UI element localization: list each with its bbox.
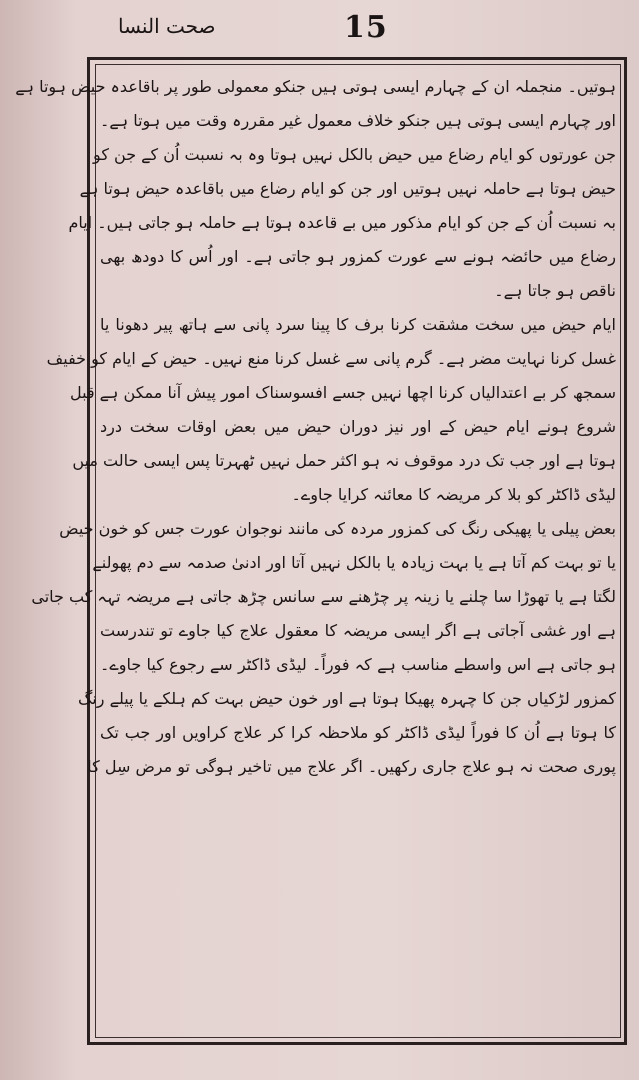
text-line: غسل کرنا نہایت مضر ہے۔ گرم پانی سے غسل کرنا منع نہیں۔ حیض کے ایام کو خفیف: [46, 349, 616, 368]
text-line: ایام حیض میں سخت مشقت کرنا برف کا پینا سرد پانی سے ہاتھ پیر دھونا یا: [100, 315, 616, 334]
text-line: ناقص ہو جاتا ہے۔: [494, 281, 616, 300]
text-line: حیض ہوتا ہے حاملہ نہیں ہوتیں اور جن کو ایام رضاع میں باقاعدہ حیض ہوتا ہے: [79, 179, 616, 198]
text-line: بعض پیلی یا پھیکی رنگ کی کمزور مردہ کی مانند نوجوان عورت جس کو خون حیض: [59, 519, 616, 538]
text-line: رضاع میں حائضہ ہونے سے عورت کمزور ہو جاتی ہے۔ اور اُس کا دودھ بھی: [100, 247, 616, 266]
text-line: بہ نسبت اُن کے جن کو ایام مذکور میں بے قاعدہ ہوتا ہے حاملہ ہو جاتی ہیں۔ ایام: [68, 213, 616, 232]
text-line: پوری صحت نہ ہو علاج جاری رکھیں۔ اگر علاج میں تاخیر ہوگی تو مرض سِل کا: [87, 757, 616, 776]
text-line: یا تو بہت کم آتا ہے یا بہت زیادہ یا بالکل نہیں آتا اور ادنیٰ صدمہ سے دم پھولنے: [92, 553, 616, 572]
page-header: [0, 8, 639, 48]
text-line: ہو جاتی ہے اس واسطے مناسب ہے کہ فوراً۔ لیڈی ڈاکٹر سے رجوع کیا جاوے۔: [100, 655, 616, 674]
text-line: جن عورتوں کو ایام رضاع میں حیض بالکل نہیں ہوتا وہ بہ نسبت اُن کے جن کو: [93, 145, 616, 164]
body-text: [15, 70, 616, 784]
text-line: ہوتا ہے اور جب تک درد موقوف نہ ہو اکثر حمل نہیں ٹھہرتا پس ایسی حالت میں: [72, 451, 616, 470]
running-title: صحت النسا: [118, 14, 216, 38]
text-line: ہے اور غشی آجاتی ہے اگر ایسی مریضہ کا معقول علاج کیا جاوے تو تندرست: [100, 621, 616, 640]
text-line: شروع ہونے ایام حیض کے اور نیز دوران حیض میں بعض اوقات سخت درد: [100, 417, 616, 436]
text-line: کمزور لڑکیاں جن کا چہرہ پھیکا ہوتا ہے اور خون حیض بہت کم ہلکے یا پیلے رنگ: [77, 689, 616, 708]
text-line: ہوتیں۔ منجملہ ان کے چہارم ایسی ہوتی ہیں جنکو معمولی طور پر باقاعدہ حیض ہوتا ہے: [15, 77, 616, 96]
text-line: لیڈی ڈاکٹر کو بلا کر مریضہ کا معائنہ کرایا جاوے۔: [291, 485, 616, 504]
text-line: کا ہوتا ہے اُن کا فوراً لیڈی ڈاکٹر کو ملاحظہ کرا کر علاج کراویں اور جب تک: [100, 723, 616, 742]
text-line: اور چہارم ایسی ہوتی ہیں جنکو خلاف معمول غیر مقررہ وقت میں ہوتا ہے۔: [100, 111, 616, 130]
text-line: لگتا ہے یا تھوڑا سا چلنے یا زینہ پر چڑھنے سے سانس چڑھ جاتی ہے مریضہ تہہ کب جاتی: [31, 587, 616, 606]
text-line: سمجھ کر بے اعتدالیاں کرنا اچھا نہیں جسے افسوسناک امور پیش آنا ممکن ہے قبل: [70, 383, 616, 402]
page-number: 15: [344, 10, 388, 45]
